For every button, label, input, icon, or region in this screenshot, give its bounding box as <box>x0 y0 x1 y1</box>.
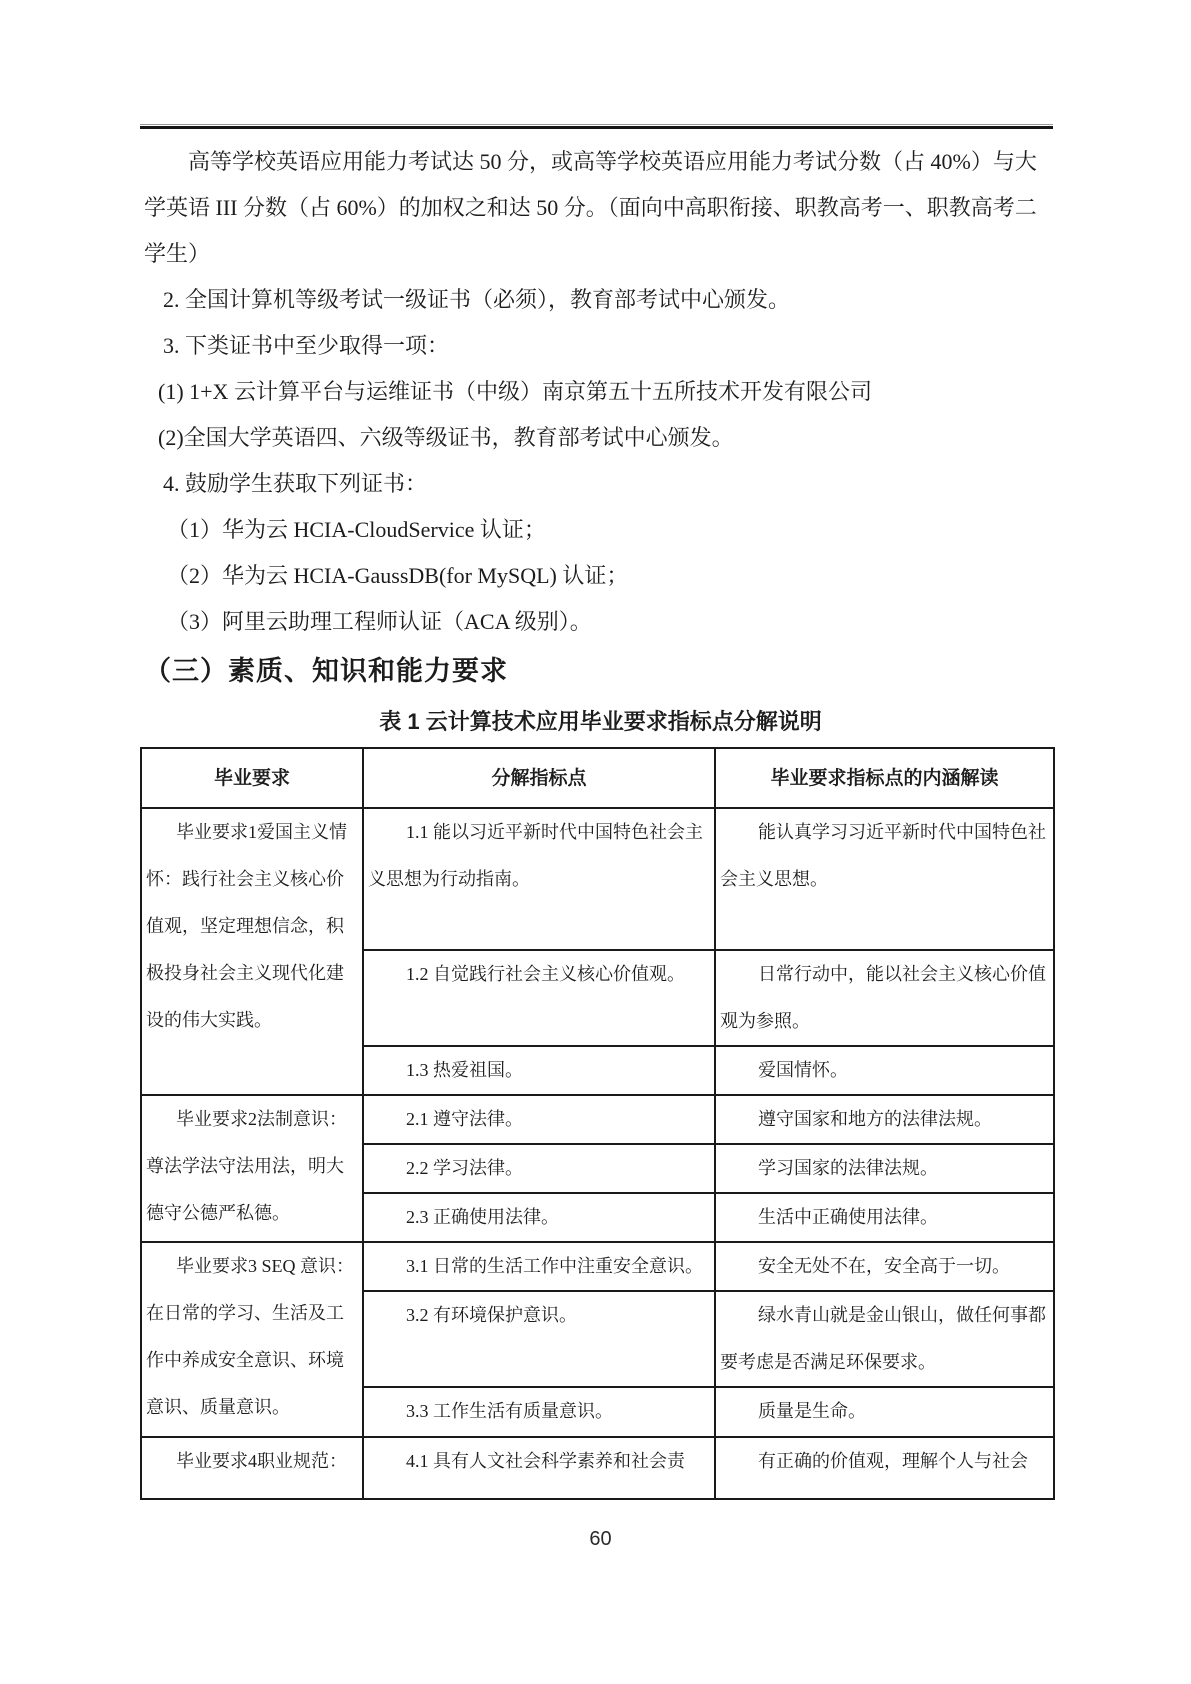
interpretation-2-1: 遵守国家和地方的法律法规。 <box>715 1095 1054 1144</box>
interpretation-1-2: 日常行动中，能以社会主义核心价值观为参照。 <box>715 950 1054 1046</box>
indicator-1-3: 1.3 热爱祖国。 <box>363 1046 715 1095</box>
col-header-interpretation: 毕业要求指标点的内涵解读 <box>715 748 1054 808</box>
col-header-indicator: 分解指标点 <box>363 748 715 808</box>
interpretation-2-3: 生活中正确使用法律。 <box>715 1193 1054 1242</box>
section-heading: （三）素质、知识和能力要求 <box>144 656 508 686</box>
table-row <box>141 1437 1054 1499</box>
table-row <box>141 1242 1054 1291</box>
col-header-requirement: 毕业要求 <box>141 748 363 808</box>
interpretation-4-1: 有正确的价值观，理解个人与社会 <box>715 1437 1054 1499</box>
table-header-row <box>141 748 1054 808</box>
list-item-4-1-huawei-cloudservice: （1）华为云 HCIA-CloudService 认证； <box>167 517 546 542</box>
interpretation-1-1: 能认真学习习近平新时代中国特色社会主义思想。 <box>715 808 1054 950</box>
list-item-2-computer-certificate: 2. 全国计算机等级考试一级证书（必须），教育部考试中心颁发。 <box>163 287 791 312</box>
table-row <box>141 808 1054 950</box>
header-rule <box>140 124 1053 129</box>
interpretation-3-3: 质量是生命。 <box>715 1387 1054 1437</box>
requirement-4-cell: 毕业要求4职业规范： <box>141 1437 363 1499</box>
table-row <box>141 1095 1054 1144</box>
indicator-2-1: 2.1 遵守法律。 <box>363 1095 715 1144</box>
list-item-4-2-huawei-gaussdb: （2）华为云 HCIA-GaussDB(for MySQL) 认证； <box>167 563 629 588</box>
list-item-4-encouraged-certs: 4. 鼓励学生获取下列证书： <box>163 471 428 496</box>
interpretation-2-2: 学习国家的法律法规。 <box>715 1144 1054 1193</box>
indicator-3-1: 3.1 日常的生活工作中注重安全意识。 <box>363 1242 715 1291</box>
requirement-1-cell: 毕业要求1爱国主义情怀：践行社会主义核心价值观，坚定理想信念，积极投身社会主义现代化建设的伟大实践。 <box>141 808 363 1095</box>
paragraph-english-exam-requirement: 高等学校英语应用能力考试达 50 分，或高等学校英语应用能力考试分数（占 40%）与大学英语 III 分数（占 60%）的加权之和达 50 分。（面向中高职衔接、职教高考一、职教高考二学生） <box>144 149 1037 266</box>
indicator-1-2: 1.2 自觉践行社会主义核心价值观。 <box>363 950 715 1046</box>
requirement-2-cell: 毕业要求2法制意识：尊法学法守法用法，明大德守公德严私德。 <box>141 1095 363 1242</box>
requirement-3-cell: 毕业要求3 SEQ 意识：在日常的学习、生活及工作中养成安全意识、环境意识、质量意识。 <box>141 1242 363 1437</box>
page-content <box>144 139 1057 1552</box>
list-item-3-1-cloud-cert: (1) 1+X 云计算平台与运维证书（中级）南京第五十五所技术开发有限公司 <box>158 379 872 404</box>
indicator-2-3: 2.3 正确使用法律。 <box>363 1193 715 1242</box>
interpretation-3-1: 安全无处不在，安全高于一切。 <box>715 1242 1054 1291</box>
list-item-4-3-aliyun-aca: （3）阿里云助理工程师认证（ACA 级别）。 <box>167 609 592 634</box>
indicator-4-1: 4.1 具有人文社会科学素养和社会责 <box>363 1437 715 1499</box>
indicator-1-1: 1.1 能以习近平新时代中国特色社会主义思想为行动指南。 <box>363 808 715 950</box>
list-item-3-certificate-choice: 3. 下类证书中至少取得一项： <box>163 333 450 358</box>
list-item-3-2-cet-cert: (2)全国大学英语四、六级等级证书，教育部考试中心颁发。 <box>158 425 734 450</box>
table-title: 表 1 云计算技术应用毕业要求指标点分解说明 <box>379 709 822 734</box>
interpretation-1-3: 爱国情怀。 <box>715 1046 1054 1095</box>
indicator-2-2: 2.2 学习法律。 <box>363 1144 715 1193</box>
interpretation-3-2: 绿水青山就是金山银山，做任何事都要考虑是否满足环保要求。 <box>715 1291 1054 1387</box>
indicator-3-2: 3.2 有环境保护意识。 <box>363 1291 715 1387</box>
indicator-3-3: 3.3 工作生活有质量意识。 <box>363 1387 715 1437</box>
page-number: 60 <box>589 1528 612 1550</box>
graduation-requirements-table <box>140 747 1055 1500</box>
